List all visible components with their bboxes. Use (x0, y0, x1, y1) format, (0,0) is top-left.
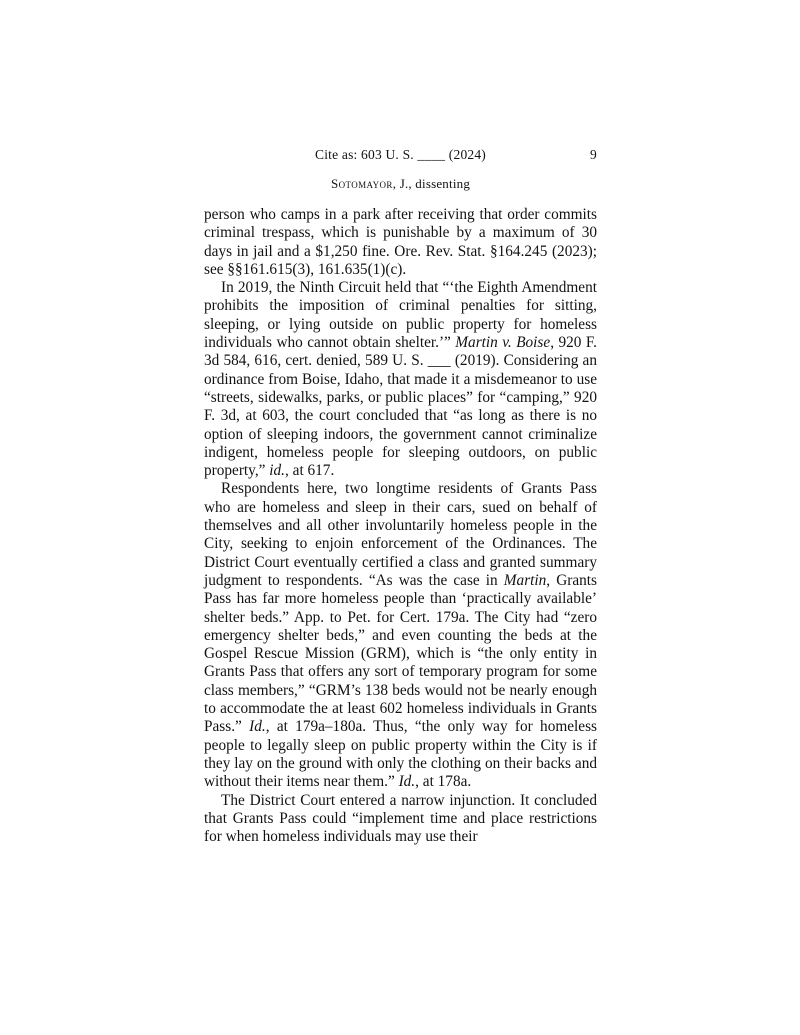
citation-line: Cite as: 603 U. S. ____ (2024) (315, 147, 486, 162)
text-run-italic: Martin (503, 571, 547, 589)
paragraph (204, 480, 597, 791)
text-run-italic: Martin v. Boise (455, 334, 551, 352)
text-run: , at 179a–180a. Thus, “the only way for homeless people to legally sleep on public property within the City is if they lay on the ground with only the clothing on their backs and without their items near them.” (204, 718, 597, 791)
text-run: The District Court entered a narrow injunction. It concluded that Grants Pass could “implement time and place restrictions for when homeless individuals may use their (204, 791, 597, 846)
author-line-rest: , J., dissenting (392, 176, 471, 191)
page-number: 9 (590, 147, 597, 162)
text-run: person who camps in a park after receiving that order commits criminal trespass, which is punishable by a maximum of 30 days in jail and a $1,250 fine. Ore. Rev. Stat. §164.245 (2023); see §§161.615(3), 161.635(1)(c). (204, 206, 597, 278)
text-run-italic: Id. (398, 773, 416, 791)
page-content (204, 147, 597, 846)
text-run: , 920 F. 3d 584, 616, cert. denied, 589 U. S. ___ (2019). Considering an ordinance from Boise, Idaho, that made it a misdemeanor to use “streets, sidewalks, parks, or public places” for “camping,” 920 F. 3d, at 603, the court concluded that “as long as there is no option of sleeping indoors, the government cannot criminalize indigent, homeless people for sleeping outdoors, on public property,” (204, 334, 597, 480)
text-run-italic: Id. (249, 718, 266, 736)
running-head (204, 147, 597, 163)
text-run: , Grants Pass has far more homeless people than ‘practically available’ shelter beds.” App. to Pet. for Cert. 179a. The City had “zero emergency shelter beds,” and even counting the beds at the Gospel Rescue Mission (GRM), which is “the only entity in Grants Pass that offers any sort of temporary program for some class members,” “GRM’s 138 beds would not be nearly enough to accommodate the at least 602 homeless individuals in Grants Pass.” (204, 571, 597, 736)
opinion-author-line (204, 176, 597, 191)
paragraph (204, 792, 597, 847)
opinion-body (204, 206, 597, 846)
text-run-italic: id. (269, 462, 285, 480)
justice-name: Sotomayor (330, 176, 393, 191)
text-run: , at 178a. (415, 773, 472, 791)
paragraph (204, 279, 597, 480)
paragraph (204, 206, 597, 279)
text-run: Respondents here, two longtime residents of Grants Pass who are homeless and sleep in their cars, sued on behalf of themselves and all other involuntarily homeless people in the City, seeking to enjoin enforcement of the Ordinances. The District Court eventually certified a class and granted summary judgment to respondents. “As was the case in (204, 480, 597, 589)
text-run: , at 617. (285, 462, 335, 480)
text-run: In 2019, the Ninth Circuit held that “‘the Eighth Amendment prohibits the imposition of criminal penalties for sitting, sleeping, or lying outside on public property for homeless individuals who cannot obtain shelter.’” (204, 279, 597, 352)
